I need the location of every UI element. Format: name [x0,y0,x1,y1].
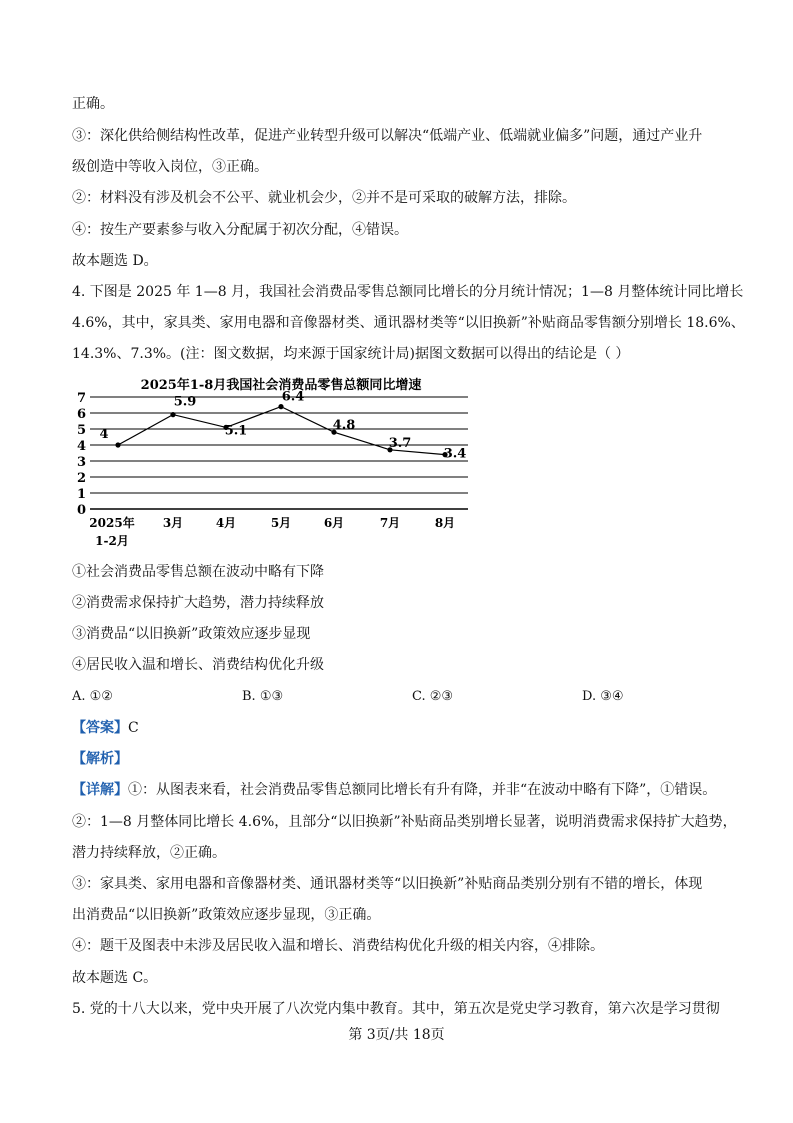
x-tick-label: 6月 [323,516,345,530]
y-tick-label: 1 [76,487,86,502]
x-tick-label: 3月 [162,516,184,530]
detail-text: 出消费品“以旧换新”政策效应逐步显现，③正确。 [72,907,381,923]
y-tick-label: 0 [76,503,86,518]
data-label: 5.9 [173,394,197,410]
x-tick-label: 7月 [379,516,401,530]
option-a: A. ①② [72,689,113,704]
data-point [278,404,283,409]
option-d: D. ③④ [582,689,624,704]
data-point [170,412,175,417]
line-chart [76,372,476,552]
detail-line [72,780,716,800]
x-tick-label: 8月 [434,516,456,530]
data-label: 3.4 [443,446,467,462]
chart-title: 2025年1-8月我国社会消费品零售总额同比增速 [140,378,422,393]
detail-text: ②：1—8 月整体同比增长 4.6%，且部分“以旧换新”补贴商品类别增长显著，说明消费需求保持扩大趋势， [72,814,737,830]
data-label: 4.8 [332,418,356,434]
x-tick-label: 2025年 [89,516,135,530]
y-tick-label: 5 [76,423,86,438]
detail-text: 潜力持续释放，②正确。 [72,845,226,861]
analysis-line [72,749,128,769]
statement-item: ②消费需求保持扩大趋势，潜力持续释放 [72,595,324,611]
y-tick-label: 6 [76,407,86,422]
question-stem: 4. 下图是 2025 年 1—8 月，我国社会消费品零售总额同比增长的分月统计情况；1—8 月整体统计同比增长 [72,284,744,300]
x-tick-label: 1-2月 [95,534,129,548]
answer-value: C [128,720,139,736]
answer-line [72,718,139,738]
detail-text: ①：从图表来看，社会消费品零售总额同比增长有升有降，并非“在波动中略有下降”，①错误。 [128,782,717,798]
detail-tag: 【详解】 [72,782,128,798]
data-point [115,442,120,447]
y-tick-label: 7 [76,391,86,406]
statement-item: ①社会消费品零售总额在波动中略有下降 [72,564,324,580]
x-tick-label: 4月 [215,516,237,530]
analysis-tag: 【解析】 [72,751,128,767]
question-stem: 14.3%、7.3%。(注：图文数据，均来源于国家统计局)据图文数据可以得出的结论是（ ） [72,346,630,362]
text-line: ④：按生产要素参与收入分配属于初次分配，④错误。 [72,222,408,238]
statement-item: ④居民收入温和增长、消费结构优化升级 [72,657,324,673]
data-label: 4 [99,427,109,442]
text-line: 故本题选 D。 [72,253,158,269]
data-label: 5.1 [224,423,248,439]
page-footer: 第 3页/共 18页 [348,1027,445,1043]
data-label: 3.7 [388,435,412,451]
data-label: 6.4 [281,389,305,405]
answer-tag: 【答案】 [72,720,128,736]
detail-text: ③：家具类、家用电器和音像器材类、通讯器材类等“以旧换新”补贴商品类别分别有不错的增长，体现 [72,876,703,892]
y-tick-label: 2 [76,471,86,486]
question-stem: 4.6%，其中，家具类、家用电器和音像器材类、通讯器材类等“以旧换新”补贴商品零售额分别增长 18.6%、 [72,315,745,331]
y-tick-label: 4 [76,439,86,454]
x-tick-label: 5月 [270,516,292,530]
text-line: 正确。 [72,96,114,112]
question-stem: 5. 党的十八大以来，党中央开展了八次党内集中教育。其中，第五次是党史学习教育，第六次是学习贯彻 [72,1001,720,1017]
y-tick-label: 3 [76,455,86,470]
detail-text: ④：题干及图表中未涉及居民收入温和增长、消费结构优化升级的相关内容，④排除。 [72,938,604,954]
text-line: 级创造中等收入岗位，③正确。 [72,159,268,175]
text-line: ③：深化供给侧结构性改革，促进产业转型升级可以解决“低端产业、低端就业偏多”问题，通过产业升 [72,128,703,144]
text-line: ②：材料没有涉及机会不公平、就业机会少，②并不是可采取的破解方法，排除。 [72,190,576,206]
detail-text: 故本题选 C。 [72,970,158,986]
option-b: B. ①③ [242,689,284,704]
statement-item: ③消费品“以旧换新”政策效应逐步显现 [72,626,311,642]
option-c: C. ②③ [412,689,454,704]
